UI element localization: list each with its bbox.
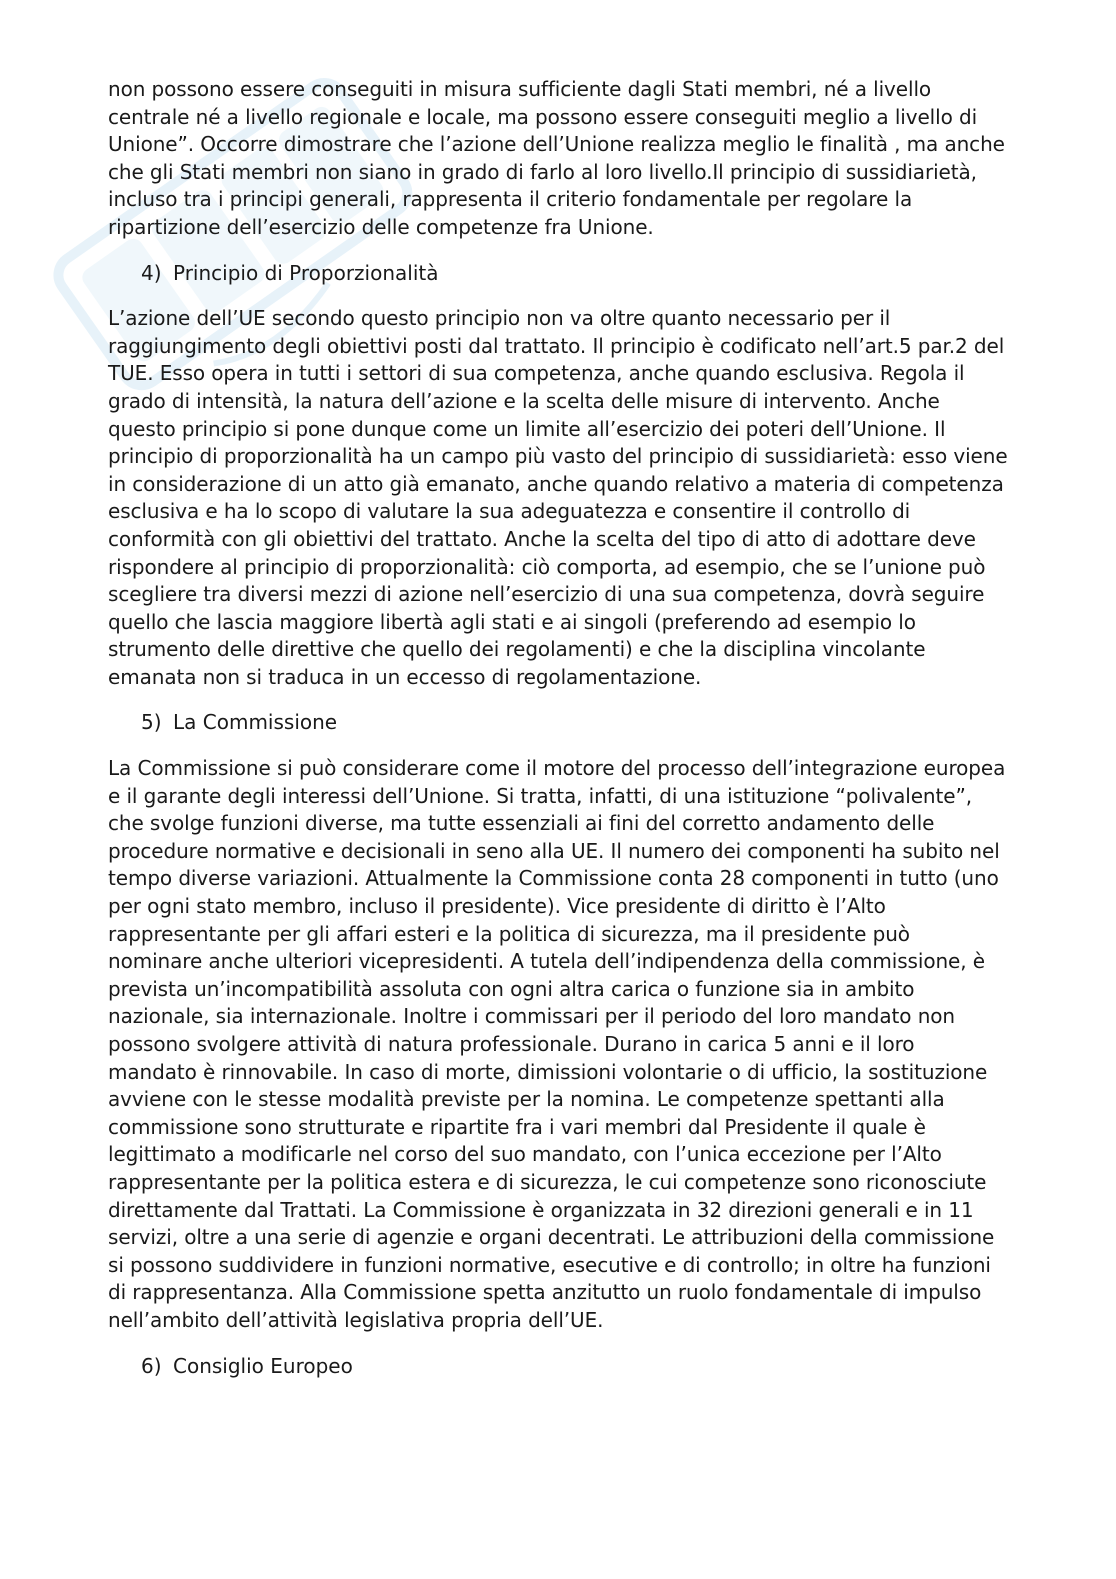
heading-number: 6): [141, 1353, 162, 1378]
paragraph-proportionality: L’azione dell’UE secondo questo principio non va oltre quanto necessario per il raggiungimento degli obiettivi posti dal trattato. Il principio è codificato nell’art.5 par.2 del TUE. Esso opera in tutti i settori di sua competenza, anche quando esclusiva. Regola il grado di intensità, la natura dell’azione e la scelta delle misure di intervento. Anche questo principio si pone dunque come un limite all’esercizio dei poteri dell’Unione. Il principio di proporzionalità ha un campo più vasto del principio di sussidiarietà: esso viene in considerazione di un atto già emanato, anche quando relativo a materia di competenza esclusiva e ha lo scopo di valutare la sua adeguatezza e consentire il controllo di conformità con gli obiettivi del trattato. Anche la scelta del tipo di atto di adottare deve rispondere al principio di proporzionalità: ciò comporta, ad esempio, che se l’unione può scegliere tra diversi mezzi di azione nell’esercizio di una sua competenza, dovrà seguire quello che lascia maggiore libertà agli stati e ai singoli (preferendo ad esempio lo strumento delle direttive che quello dei regolamenti) e che la disciplina vincolante emanata non si traduca in un eccesso di regolamentazione.: [108, 306, 1008, 689]
heading-number: 5): [141, 710, 162, 735]
heading-title: La Commissione: [173, 710, 338, 735]
heading-proportionality: [108, 260, 1008, 288]
heading-commission: [108, 709, 1008, 737]
document-page: [108, 76, 1008, 1380]
heading-european-council: [108, 1353, 1008, 1381]
paragraph-subsidiarity: non possono essere conseguiti in misura sufficiente dagli Stati membri, né a livello centrale né a livello regionale e locale, ma possono essere conseguiti meglio a livello di Unione”. Occorre dimostrare che l’azione dell’Unione realizza meglio le finalità , ma anche che gli Stati membri non siano in grado di farlo al loro livello.Il principio di sussidiarietà, incluso tra i principi generali, rappresenta il criterio fondamentale per regolare la ripartizione dell’esercizio delle competenze fra Unione.: [108, 77, 1005, 239]
heading-title: Principio di Proporzionalità: [173, 260, 439, 285]
heading-number: 4): [141, 260, 162, 285]
heading-title: Consiglio Europeo: [173, 1353, 353, 1378]
paragraph-commission: La Commissione si può considerare come il motore del processo dell’integrazione europea e il garante degli interessi dell’Unione. Si tratta, infatti, di una istituzione “polivalente”, che svolge funzioni diverse, ma tutte essenziali ai fini del corretto andamento delle procedure normative e decisionali in seno alla UE. Il numero dei componenti ha subito nel tempo diverse variazioni. Attualmente la Commissione conta 28 componenti in tutto (uno per ogni stato membro, incluso il presidente). Vice presidente di diritto è l’Alto rappresentante per gli affari esteri e la politica di sicurezza, ma il presidente può nominare anche ulteriori vicepresidenti. A tutela dell’indipendenza della commissione, è prevista un’incompatibilità assoluta con ogni altra carica o funzione sia in ambito nazionale, sia internazionale. Inoltre i commissari per il periodo del loro mandato non possono svolgere attività di natura professionale. Durano in carica 5 anni e il loro mandato è rinnovabile. In caso di morte, dimissioni volontarie o di ufficio, la sostituzione avviene con le stesse modalità previste per la nomina. Le competenze spettanti alla commissione sono strutturate e ripartite fra i vari membri dal Presidente il quale è legittimato a modificarle nel corso del suo mandato, con l’unica eccezione per l’Alto rappresentante per la politica estera e di sicurezza, le cui competenze sono riconosciute direttamente dal Trattati. La Commissione è organizzata in 32 direzioni generali e in 11 servizi, oltre a una serie di agenzie e organi decentrati. Le attribuzioni della commissione si possono suddividere in funzioni normative, esecutive e di controllo; in oltre ha funzioni di rappresentanza. Alla Commissione spetta anzitutto un ruolo fondamentale di impulso nell’ambito dell’attività legislativa propria dell’UE.: [108, 756, 1006, 1332]
